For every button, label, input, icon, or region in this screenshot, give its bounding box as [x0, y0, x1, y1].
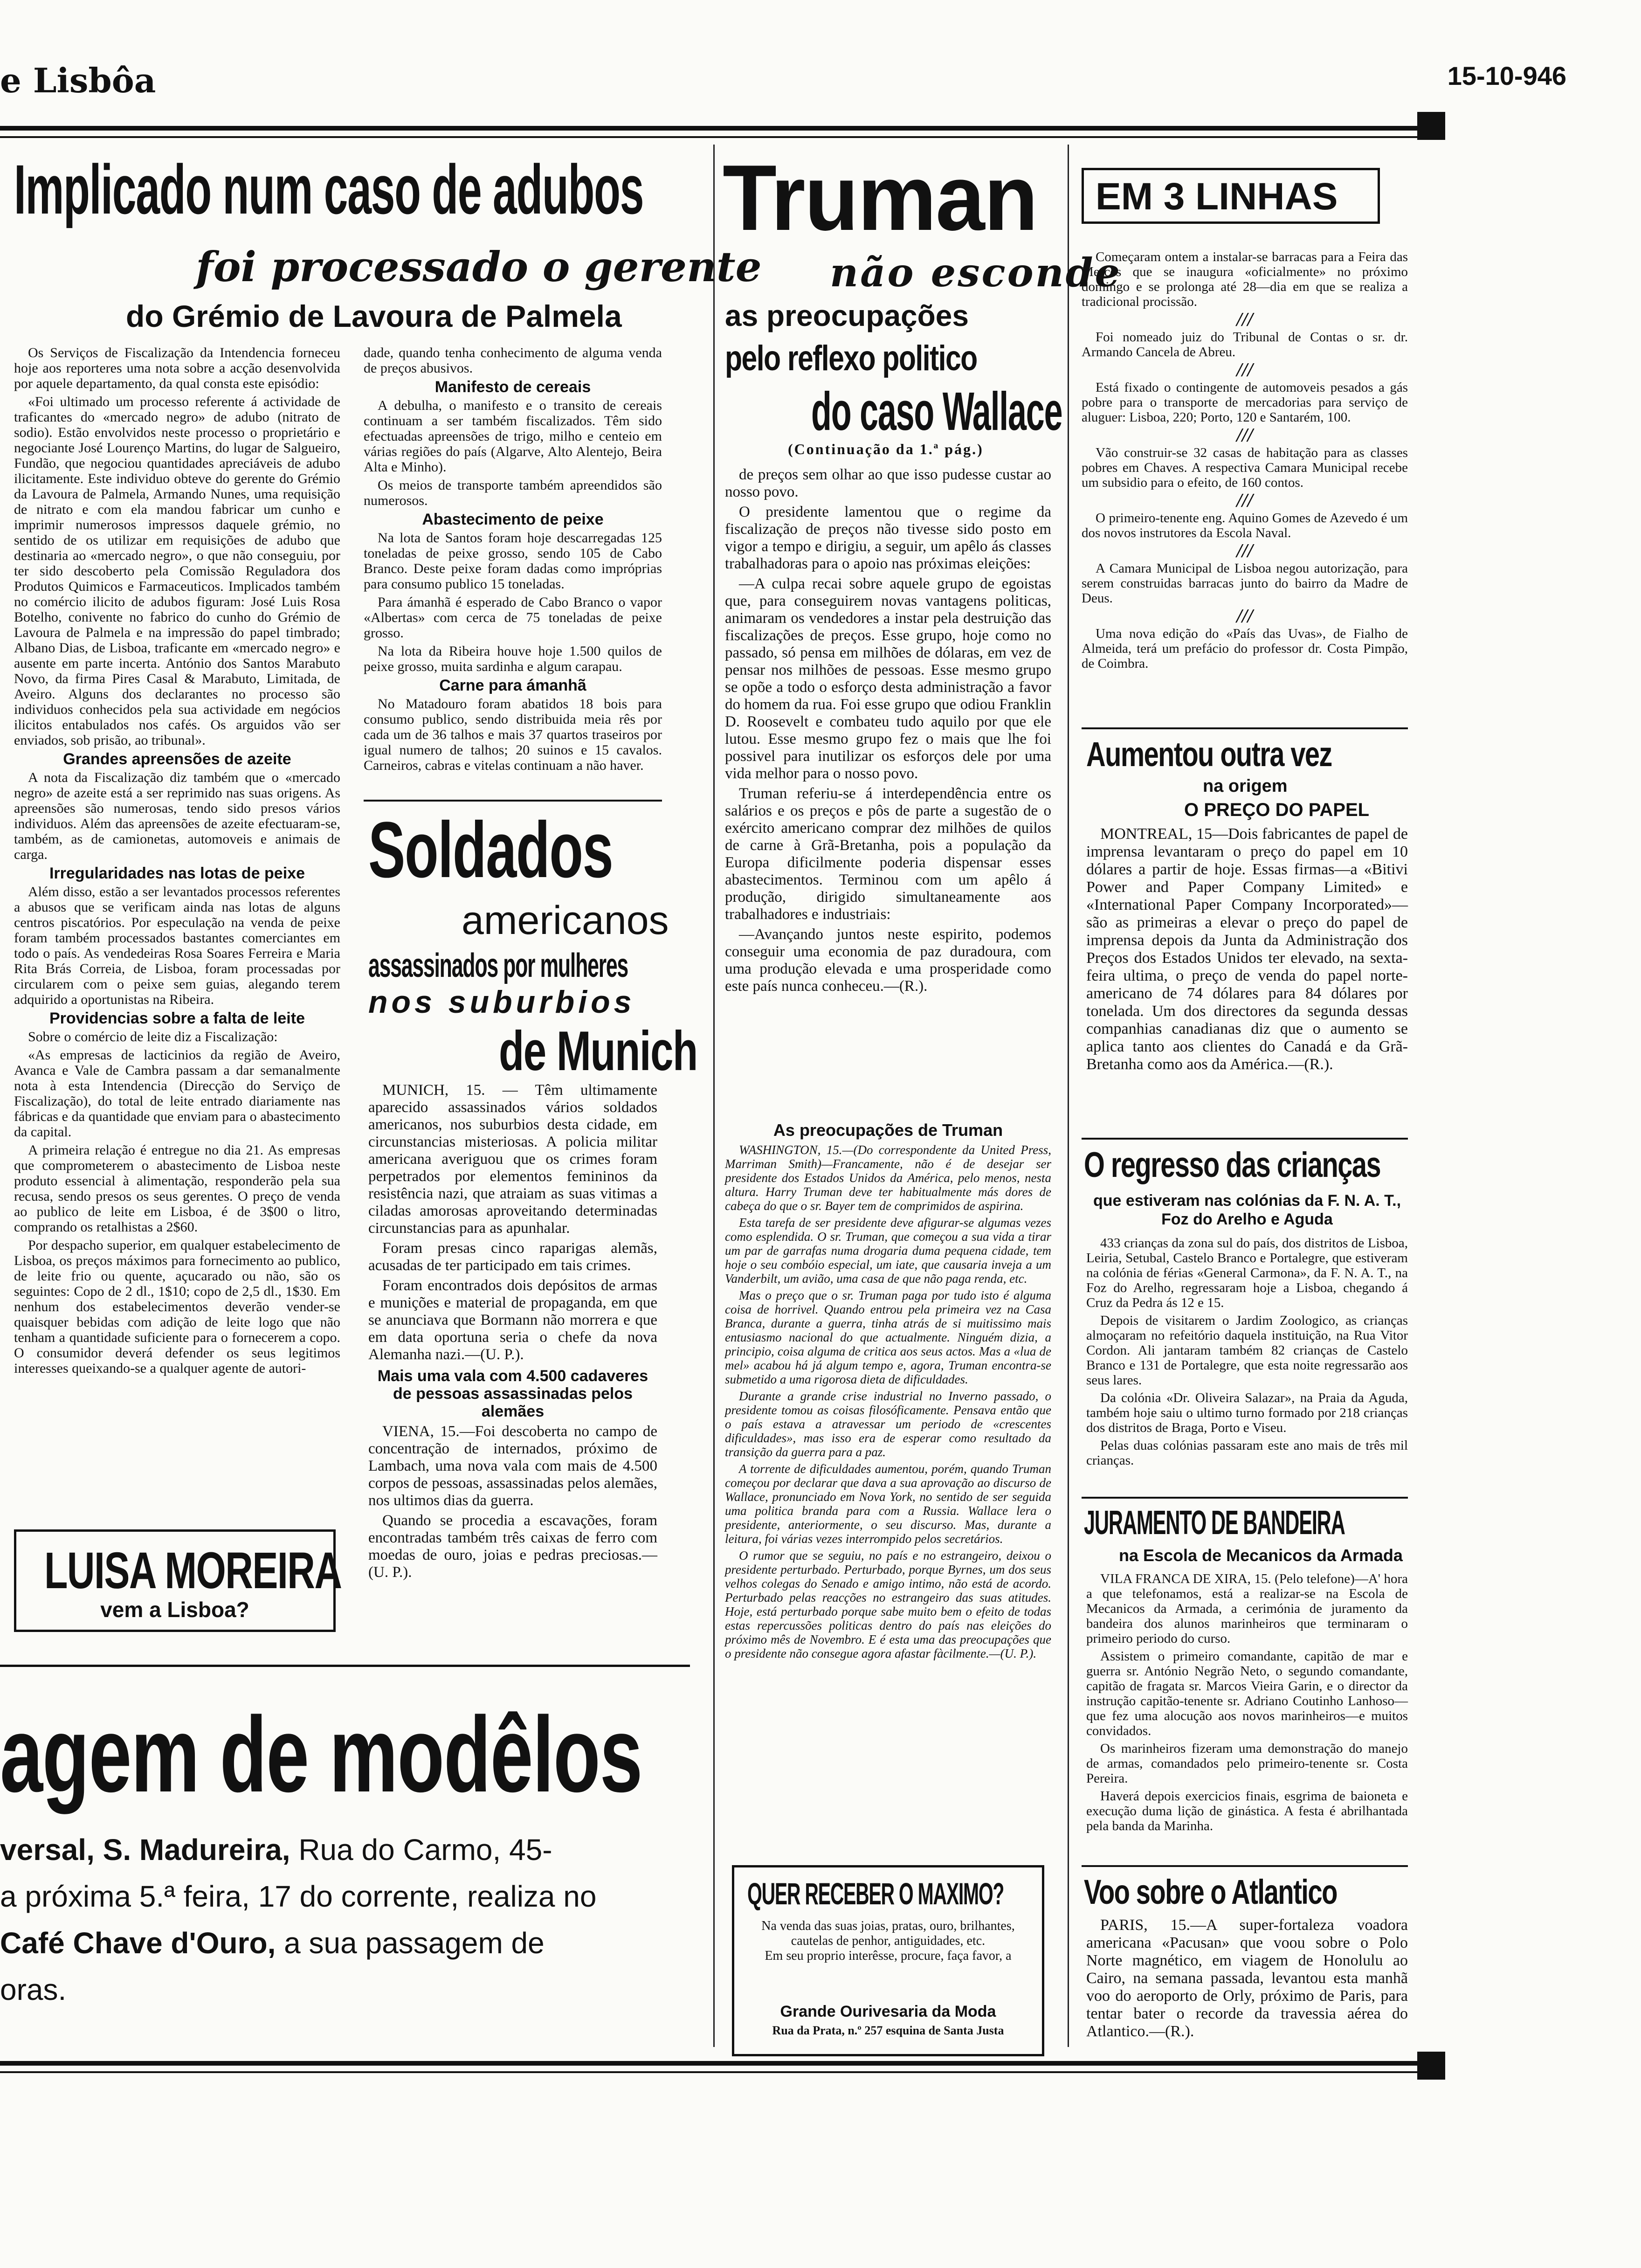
- truman-part-2: [725, 1117, 1051, 1663]
- paragraph: A torrente de dificuldades aumentou, porém, quando Truman começou por declarar que dava a sua aprovação ao discurso de Wallace, pronunciado em Nova York, no sentido de ser seguida uma politica branda para com a Russia. Wallace lera o presidente, anteriormente, o seu discurso. Mas, durante a leitura, foi várias vezes interrompido pelos secretários.: [725, 1462, 1051, 1546]
- paragraph: Por despacho superior, em qualquer estabelecimento de Lisboa, os preços máximos para fornecimento ao publico, de leite frio ou quente, açucarado ou não, são os seguintes: Copo de 2 dl., 1$10; copo de 2,5 dl., 1$30. Em nenhum dos estabelecimentos deverão vender-se quaisquer bebidas com adição de leite logo que não tenham a quantidade suficiente para o fornecerem a copo. O consumidor deverá defender os seus legitimos interesses queixando-se a qualquer agente de autori-: [14, 1238, 340, 1376]
- paragraph: Durante a grande crise industrial no Inverno passado, o presidente tomou as coisas filosóficamente. Pensava então que o país estava a atravessar um periodo de «crescentes dificuldades», mas isso era de esperar como resultado da transição da guerra para a paz.: [725, 1389, 1051, 1459]
- adubos-deck-1: foi processado o gerente: [196, 242, 762, 291]
- maximo-title: QUER RECEBER O MAXIMO?: [747, 1876, 1004, 1911]
- paragraph: VIENA, 15.—Foi descoberta no campo de concentração de internados, próximo de Lambach, uma nova vala com mais de 4.500 corpos de pessoas, assassinadas pelos alemães, nos ultimos dias da guerra.: [368, 1423, 657, 1509]
- subhead-leite: Providencias sobre a falta de leite: [49, 1010, 305, 1027]
- papel-headline-1: Aumentou outra vez: [1086, 735, 1332, 774]
- paragraph: dade, quando tenha conhecimento de alguma venda de preços abusivos.: [364, 345, 662, 376]
- paragraph: Sobre o comércio de leite diz a Fiscalização:: [28, 1029, 278, 1044]
- paragraph: A nota da Fiscalização diz também que o «mercado negro» de azeite está a ser reprimido nas suas origens. As apreensões são numerosas, tendo sido presos vários individuos. Além das apreensões de azeite efectuaram-se, também, as de camionetas, automoveis e animais de carga.: [14, 770, 340, 862]
- column-divider-2: [1068, 145, 1069, 2047]
- modelos-line-3-bold: Café Chave d'Ouro,: [0, 1926, 276, 1960]
- subhead-lotas: Irregularidades nas lotas de peixe: [49, 864, 305, 882]
- em3-separator: ///: [1236, 606, 1253, 627]
- adubos-headline: Implicado num caso de adubos: [14, 150, 644, 228]
- juramento-body: [1086, 1571, 1408, 1836]
- paragraph: Para ámanhã é esperado de Cabo Branco o vapor «Albertas» com cerca de 75 toneladas de peixe grosso.: [364, 595, 662, 641]
- luisa-name: LUISA MOREIRA: [44, 1542, 342, 1599]
- em3-separator: ///: [1236, 540, 1253, 562]
- paragraph: Truman referiu-se á interdependência entre os salários e os preços e pôs de parte a sugestão de o exército americano comprar dez milhões de quilos de carne à Grã-Bretanha, pois a população da Europa dificilmente poderia dispensar esses abastecimentos. Terminou com um apêlo á produção, dirigido simultaneamente aos trabalhadores e industriais:: [725, 785, 1051, 923]
- adubos-deck-2: do Grémio de Lavoura de Palmela: [126, 299, 622, 333]
- paragraph: Foram encontrados dois depósitos de armas e munições e material de propaganda, em que se anunciava que Bormann não morrera e que em data oportuna seria o chefe da nova Alemanha nazi.—(U. P.).: [368, 1277, 657, 1363]
- truman-headline-5: do caso Wallace: [811, 381, 1062, 442]
- em3-title: EM 3 LINHAS: [1096, 175, 1338, 218]
- truman-body: [725, 466, 1051, 998]
- paragraph: VILA FRANCA DE XIRA, 15. (Pelo telefone)—A' hora a que telefonamos, está a realizar-se na Escola de Mecanicos da Armada, a cerimónia de juramento da bandeira dos alunos marinheiros que terminaram o primeiro periodo do curso.: [1086, 1571, 1408, 1646]
- truman-headline-4: pelo reflexo politico: [725, 339, 977, 378]
- corner-block-top: [1417, 112, 1445, 140]
- soldados-headline-4: nos suburbios: [368, 984, 635, 1020]
- em3-item: O primeiro-tenente eng. Aquino Gomes de Azevedo é um dos novos instrutores da Escola Naval.: [1082, 511, 1408, 540]
- paragraph: O rumor que se seguiu, no país e no estrangeiro, deixou o presidente perturbado. Perturbado, porque Byrnes, um dos seus velhos colegas do Senado e amigo intimo, não está de acordo. Perturbado pelas reacções no estrangeiro das suas atitudes. Hoje, está perturbado porque sabe muito bem o efeito de todas estas repercussões politicas dentro do país nas eleições do próximo mês de Novembro. E é esta uma das preocupações que o presidente não consegue agora afastar fàcilmente.—(U. P.).: [725, 1549, 1051, 1660]
- em3-item: Começaram ontem a instalar-se barracas para a Feira das Mercês que se inaugura «oficialmente» no próximo domingo e se prolonga até 28—dia em que se realiza a tradicional procissão.: [1082, 249, 1408, 309]
- paragraph: Mas o preço que o sr. Truman paga por tudo isto é alguma coisa de horrivel. Quando entrou pela primeira vez na Casa Branca, durante a guerra, tinha atrás de si muitissimo mais entusiasmo nacional do que actualmente. Ninguém dizia, a principio, coisa alguma de critica aos seus actos. Mas a «lua de mel» acabou há já algum tempo e, agora, Truman encontra-se submetido a uma rigorosa dieta de dificuldades.: [725, 1288, 1051, 1386]
- criancas-subhead: que estiveram nas colónias da F. N. A. T., Foz do Arelho e Aguda: [1093, 1192, 1401, 1228]
- maximo-firm: Grande Ourivesaria da Moda: [780, 2003, 996, 2020]
- paragraph: Além disso, estão a ser levantados processos referentes a abusos que se verificam ainda nas lotas de alguns centros piscatórios. Por especulação na venda de peixe foram também processados bastantes comerciantes em todo o país. As vendedeiras Rosa Soares Ferreira e Maria Rita Brás Correia, de Lisboa, foram processadas por circularem com o peixe sem guias, alegando terem adquirido a oportunistas na Ribeira.: [14, 884, 340, 1007]
- column-divider-1: [713, 145, 715, 2047]
- paragraph: Os Serviços de Fiscalização da Intendencia forneceu hoje aos reporteres uma nota sobre a acção desenvolvida por aquele departamento, da qual consta este episódio:: [14, 345, 340, 391]
- em3-separator: ///: [1236, 490, 1253, 512]
- modelos-line-4: oras.: [0, 1973, 67, 2006]
- em3-separator: ///: [1236, 360, 1253, 381]
- divider: [364, 800, 662, 802]
- truman-headline-2: não esconde: [830, 249, 1122, 296]
- paragraph: Haverá depois exercicios finais, esgrima de baioneta e execução duma lição de ginástica. A festa é abrilhantada pela banda da Marinha.: [1086, 1789, 1408, 1833]
- em3-item: A Camara Municipal de Lisboa negou autorização, para serem construidas barracas junto do bairro da Madre de Deus.: [1082, 561, 1408, 606]
- luisa-sub: vem a Lisboa?: [100, 1597, 249, 1622]
- paragraph: Os marinheiros fizeram uma demonstração do manejo de armas, comandados pelo primeiro-tenente sr. Costa Pereira.: [1086, 1741, 1408, 1786]
- maximo-address: Rua da Prata, n.º 257 esquina de Santa Justa: [772, 2024, 1004, 2037]
- truman-body-2: [725, 1143, 1051, 1660]
- truman-continuation: (Continuação da 1.ª pág.): [788, 441, 984, 457]
- modelos-line-2: a próxima 5.ª feira, 17 do corrente, realiza no: [0, 1880, 597, 1913]
- truman-headline-3: as preocupações: [725, 299, 969, 332]
- papel-headline-3: O PREÇO DO PAPEL: [1184, 800, 1370, 820]
- paragraph: Pelas duas colónias passaram este ano mais de três mil crianças.: [1086, 1438, 1408, 1468]
- divider: [1082, 1138, 1408, 1140]
- paragraph: WASHINGTON, 15.—(Do correspondente da United Press, Marriman Smith)—Francamente, não é de desejar ser presidente dos Estados Unidos da América, pelo menos, nesta altura. Harry Truman deve ter habitualmente más dores de cabeça do que o sr. Bayer tem de comprimidos de aspirina.: [725, 1143, 1051, 1213]
- top-rule: [0, 126, 1445, 131]
- divider: [1082, 1497, 1408, 1499]
- paragraph: Depois de visitarem o Jardim Zoologico, as crianças almoçaram no refeitório daquela instituição, na Rua Vitor Cordon. Ali jantaram também 82 crianças de Castelo Branco e 131 de Portalegre, que esta noite regressarão aos seus lares.: [1086, 1313, 1408, 1388]
- soldados-headline-1: Soldados: [368, 806, 613, 894]
- modelos-line-1: [0, 1832, 552, 1867]
- maximo-text: [748, 1919, 1028, 1964]
- subhead-peixe: Abastecimento de peixe: [422, 511, 604, 528]
- adubos-column-1: [14, 345, 340, 1379]
- adubos-column-2: [364, 345, 662, 776]
- subhead-azeite: Grandes apreensões de azeite: [63, 750, 291, 768]
- juramento-headline: JURAMENTO DE BANDEIRA: [1084, 1504, 1345, 1542]
- em3-item: Vão construir-se 32 casas de habitação para as classes pobres em Chaves. A respectiva Camara Municipal recebe um subsidio para o efeito, de 160 contos.: [1082, 445, 1408, 490]
- top-rule-thin: [0, 136, 1445, 138]
- papel-headline-2: na origem: [1203, 776, 1288, 796]
- paragraph: Esta tarefa de ser presidente deve afigurar-se algumas vezes como esplendida. O sr. Truman, que começou a sua vida a tirar um par de garrafas numa drogaria duma pequena cidade, tem hoje o seu combóio especial, um iate, que causaria inveja a um Vanderbilt, um avião, uma casa de que não paga renda, etc.: [725, 1216, 1051, 1286]
- paragraph: A primeira relação é entregue no dia 21. As empresas que comprometerem o abastecimento de Lisboa neste produto essencial à alimentação, responderão pela sua recusa, sendo presos os seus gerentes. O preço de venda ao publico de leite em Lisboa, é de 3$00 o litro, comprando os retalhistas a 2$60.: [14, 1142, 340, 1235]
- paragraph: de preços sem olhar ao que isso pudesse custar ao nosso povo.: [725, 466, 1051, 500]
- em3-item: Uma nova edição do «País das Uvas», de Fialho de Almeida, terá um prefácio do professor dr. Costa Pimpão, de Coimbra.: [1082, 626, 1408, 671]
- voo-headline: Voo sobre o Atlantico: [1084, 1873, 1338, 1911]
- paragraph: 433 crianças da zona sul do país, dos distritos de Lisboa, Leiria, Setubal, Castelo Branco e Portalegre, que estiveram na colónia de férias «General Carmona», da F. N. A. T., na Foz do Arelho, regressaram hoje a Lisboa, chegando á Cruz da Pedra ás 12 e 15.: [1086, 1236, 1408, 1310]
- subhead-preocupacoes: As preocupações de Truman: [773, 1120, 1003, 1140]
- paragraph: «As empresas de lacticinios da região de Aveiro, Avanca e Vale de Cambra passam a dar semanalmente nota à esta Intendencia (Direcção do Serviço de Fiscalização), do total de leite entrado diariamente nas fábricas e da quantidade que enviam para o abastecimento da capital.: [14, 1047, 340, 1140]
- subhead-vala: Mais uma vala com 4.500 cadaveres de pessoas assassinadas pelos alemães: [377, 1367, 648, 1420]
- paragraph: O presidente lamentou que o regime da fiscalização de preços não tivesse sido posto em vigor a tempo e dirigiu, a seguir, um apêlo ás classes trabalhadoras para o apoio nas próximas eleições:: [725, 504, 1051, 572]
- bottom-rule-thin: [0, 2071, 1445, 2073]
- modelos-line-3: [0, 1926, 545, 1960]
- subhead-carne: Carne para ámanhã: [439, 677, 586, 694]
- modelos-line-3-rest: a sua passagem de: [276, 1926, 545, 1960]
- paragraph: No Matadouro foram abatidos 18 bois para consumo publico, sendo distribuida meia rês por cada um de 36 talhos e mais 37 quartos traseiros por igual numero de talhos; 20 suinos e 15 cavalos. Carneiros, cabras e vitelas continuam a não haver.: [364, 696, 662, 773]
- soldados-headline-5: de Munich: [499, 1020, 697, 1082]
- juramento-subhead: na Escola de Mecanicos da Armada: [1119, 1546, 1403, 1565]
- em3-body: [1082, 249, 1408, 674]
- subhead-cereais: Manifesto de cereais: [434, 378, 591, 396]
- issue-date: 15-10-946: [1447, 61, 1566, 90]
- em3-separator: ///: [1236, 425, 1253, 446]
- paragraph: «Foi ultimado um processo referente á actividade de traficantes do «mercado negro» de adubo (nitrato de sodio). Estão envolvidos neste processo o proprietário e negociante José Lourenço Martins, do lugar de Salgueiro, Fundão, que negociou quantidades apreciáveis de adubo ilicitamente. Este individuo obteve do gerente do Grémio da Lavoura de Palmela, Armando Nunes, uma requisição de nitrato e com ela mandou fabricar um cunho e imprimir numerosos impressos daquele grémio, no sentido de os utilizar em requisições de adubo que destinaria ao «mercado negro», o que não conseguiu, por ter sido descoberto pela Comissão Reguladora dos Produtos Quimicos e Farmaceuticos. Implicados também no comércio ilicito de adubos figuram: José Luis Rosa Botelho, conivente no fabrico do cunho do Grémio de Lavoura de Palmela e na impressão do papel timbrado; Albano Dias, de Lisboa, traficante em «mercado negro» e ausente em parte incerta. António dos Santos Marabuto Novo, da firma Pires Casal & Marabuto, Limitada, de Aveiro. Alguns dos declarantes no processo são individuos conhecidos pela sua actividade em negócios ilicitos entabulados nos cafés. Os arguidos vão ser enviados, sob prisão, ao tribunal».: [14, 394, 340, 748]
- paragraph: Na lota da Ribeira houve hoje 1.500 quilos de peixe grosso, muita sardinha e algum carapau.: [364, 643, 662, 674]
- paragraph: Da colónia «Dr. Oliveira Salazar», na Praia da Aguda, também hoje saiu o ultimo turno formado por 218 crianças dos distritos de Braga, Porto e Viseu.: [1086, 1390, 1408, 1435]
- masthead: e Lisbôa: [0, 61, 156, 100]
- modelos-title: agem de modêlos: [0, 1694, 642, 1814]
- criancas-headline: O regresso das crianças: [1084, 1145, 1381, 1185]
- em3-separator: ///: [1236, 309, 1253, 331]
- soldados-body: [368, 1082, 657, 1584]
- em3-title-box: [1082, 168, 1380, 224]
- em3-item: Está fixado o contingente de automoveis pesados a gás pobre para o transporte de mercadorias para serviço de aluguer: Lisboa, 220; Porto, 120 e Santarém, 100.: [1082, 380, 1408, 425]
- divider: [1082, 727, 1408, 729]
- paragraph: Foram presas cinco raparigas alemãs, acusadas de ter participado em tais crimes.: [368, 1240, 657, 1274]
- modelos-top-rule: [0, 1665, 690, 1667]
- maximo-ad-box: [732, 1865, 1044, 2056]
- paragraph: Na lota de Santos foram hoje descarregadas 125 toneladas de peixe grosso, sendo 105 de Cabo Branco. Deste peixe foram dadas como impróprias para consumo publico 15 toneladas.: [364, 530, 662, 592]
- paragraph: —A culpa recai sobre aquele grupo de egoistas que, para conseguirem novas vantagens politicas, animaram os vendedores a instar pela destruição das fiscalizações de preços. Esse grupo, hoje como no passado, só pensa em milhões de dólaras, em vez de pensar nos milhões de pessoas. Esse mesmo grupo se opõe a todo o esforço desta administração a favor do homem da rua. Foi esse grupo que odiou Franklin D. Roosevelt e combateu tudo aquilo por que ele lutou. Esse mesmo grupo fez o mais que lhe foi possivel para inutilizar os esforços dele por uma vida melhor para o nosso povo.: [725, 575, 1051, 782]
- paragraph: Quando se procedia a escavações, foram encontradas também três caixas de ferro com moedas de ouro, joias e pedras preciosas.—(U. P.).: [368, 1512, 657, 1581]
- paragraph: PARIS, 15.—A super-fortaleza voadora americana «Pacusan» que voou sobre o Polo Norte magnético, em viagem de Honolulu ao Cairo, na semana passada, levantou esta manhã voo do aeroporto de Orly, próximo de Paris, para tentar bater o recorde da travessia aérea do Atlantico.—(R.).: [1086, 1916, 1408, 2040]
- luisa-moreira-box: [14, 1529, 342, 1632]
- soldados-headline-3: assassinados por mulheres: [368, 947, 628, 984]
- divider: [1082, 1865, 1408, 1867]
- paragraph: Assistem o primeiro comandante, capitão de mar e guerra sr. António Negrão Neto, o segundo comandante, capitão de fragata sr. Marcos Vieira Garin, e o director da instrução capitão-tenente sr. Adriano Coutinho Lanhoso—que fez uma alocução aos novos marinheiros—e muitos convidados.: [1086, 1649, 1408, 1738]
- modelos-line-1-bold: versal, S. Madureira,: [0, 1833, 290, 1867]
- voo-body: [1086, 1916, 1408, 2043]
- maximo-body: Na venda das suas joias, pratas, ouro, brilhantes, cautelas de penhor, antiguidades, etc.: [761, 1919, 1015, 1948]
- em3-item: Foi nomeado juiz do Tribunal de Contas o sr. dr. Armando Cancela de Abreu.: [1082, 330, 1408, 360]
- paragraph: —Avançando juntos neste espirito, podemos conseguir uma economia de paz duradoura, com uma produção elevada e uma prosperidade como este país nunca conheceu.—(R.).: [725, 926, 1051, 995]
- paragraph: A debulha, o manifesto e o transito de cereais continuam a ser também fiscalizados. Têm sido efectuadas apreensões de trigo, milho e centeio em várias regiões do país (Algarve, Alto Alentejo, Beira Alta e Minho).: [364, 398, 662, 475]
- criancas-body: [1086, 1236, 1408, 1471]
- corner-block-bottom: [1417, 2052, 1445, 2080]
- truman-headline-1: Truman: [723, 146, 1037, 250]
- bottom-rule: [0, 2061, 1445, 2066]
- modelos-line-1-rest: Rua do Carmo, 45-: [290, 1833, 552, 1867]
- paragraph: Os meios de transporte também apreendidos são numerosos.: [364, 477, 662, 508]
- paragraph: MONTREAL, 15—Dois fabricantes de papel de imprensa levantaram o preço do papel em 10 dólares a partir de hoje. Essas firmas—a «Bitivi Power and Paper Company Limited» e «International Paper Company Incorporated»—são as primeiras a elevar o preço do papel de imprensa depois da Junta da Administração dos Preços dos Estados Unidos ter elevado, na sexta-feira ultima, o preço de venda do papel norte-americano de 74 dólares para 84 dólares por tonelada. Um dos directores da segunda dessas companhias canadianas diz que o aumento se aplica tanto aos clientes do Canadá e da Grã-Bretanha como aos da América.—(R.).: [1086, 825, 1408, 1073]
- maximo-body-2: Em seu proprio interêsse, procure, faça favor, a: [765, 1949, 1012, 1963]
- soldados-headline-2: americanos: [462, 898, 669, 943]
- paragraph: MUNICH, 15. — Têm ultimamente aparecido assassinados vários soldados americanos, nos suburbios desta cidade, em circunstancias misteriosas. A policia militar americana averiguou que os crimes foram perpetrados por elementos femininos da resistência nazi, que atraiam as suas vitimas a ciladas amorosas aproveitando determinadas circunstancias para as apunhalar.: [368, 1082, 657, 1237]
- papel-body: [1086, 825, 1408, 1076]
